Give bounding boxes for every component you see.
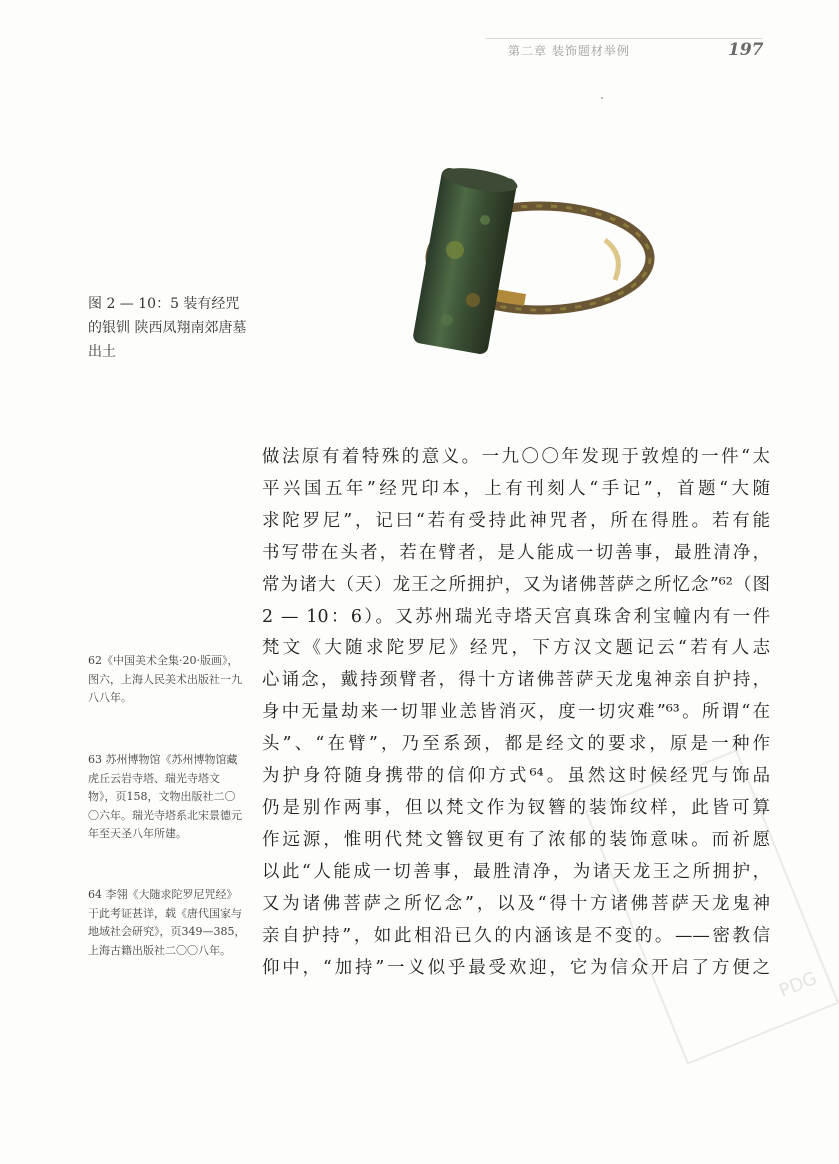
body-line: 仍是别作两事，但以梵文作为钗簪的装饰纹样，此皆可算 (262, 797, 770, 818)
body-line: 作远源，惟明代梵文簪钗更有了浓郁的装饰意味。而祈愿 (262, 829, 770, 850)
body-line: 常为诸大（天）龙王之所拥护，又为诸佛菩萨之所忆念”⁶²（图 (262, 574, 770, 595)
body-line: 2 — 10：6）。又苏州瑞光寺塔天宫真珠舍利宝幢内有一件 (262, 606, 770, 627)
body-line: 心诵念，戴持颈臂者，得十方诸佛菩萨天龙鬼神亲自护持， (262, 670, 770, 691)
body-line: 梵文《大随求陀罗尼》经咒，下方汉文题记云“若有人志 (262, 638, 770, 659)
pdg-watermark: PDG (585, 749, 839, 1064)
body-line: 为护身符随身携带的信仰方式⁶⁴。虽然这时候经咒与饰品 (262, 766, 770, 787)
scan-dot (601, 97, 603, 99)
body-line: 以此“人能成一切善事，最胜清净，为诸天龙王之所拥护， (262, 861, 770, 882)
footnote-63: 63 苏州博物馆《苏州博物馆藏虎丘云岩寺塔、瑞光寺塔文物》，页158，文物出版社二〇〇六年。瑞光寺塔系北宋景德元年至天圣八年所建。 (88, 753, 242, 840)
chapter-title: 第二章 装饰题材举例 (508, 44, 630, 58)
silver-bracelet-photo (375, 160, 655, 370)
body-line: 亲自护持”，如此相沿已久的内涵该是不变的。——密教信 (262, 925, 770, 946)
body-line: 仰中，“加持”一义似乎最受欢迎，它为信众开启了方便之 (262, 957, 770, 978)
body-line: 头”、“在臂”，乃至系颈，都是经文的要求，原是一种作 (262, 734, 770, 755)
figure-caption: 图 2 — 10：5 装有经咒的银钏 陕西凤翔南郊唐墓出土 (88, 296, 247, 360)
header-rule (486, 38, 762, 39)
footnote-64: 64 李翎《大随求陀罗尼咒经》于此考证甚详，载《唐代国家与地域社会研究》，页349—385，上海古籍出版社二〇〇八年。 (88, 888, 246, 957)
body-line: 平兴国五年”经咒印本，上有刊刻人“手记”，首题“大随 (262, 478, 770, 499)
footnote-62: 62《中国美术全集·20·版画》，图六，上海人民美术出版社一九八八年。 (88, 654, 242, 704)
body-line: 求陀罗尼”，记曰“若有受持此神咒者，所在得胜。若有能 (262, 510, 770, 531)
body-line: 又为诸佛菩萨之所忆念”，以及“得十方诸佛菩萨天龙鬼神 (262, 893, 770, 914)
body-line: 做法原有着特殊的意义。一九〇〇年发现于敦煌的一件“太 (262, 447, 770, 467)
body-line: 书写带在头者，若在臂者，是人能成一切善事，最胜清净， (262, 542, 770, 563)
page-number: 197 (728, 40, 764, 60)
body-line: 身中无量劫来一切罪业恙皆消灭，度一切灾难”⁶³。所谓“在 (262, 702, 770, 723)
